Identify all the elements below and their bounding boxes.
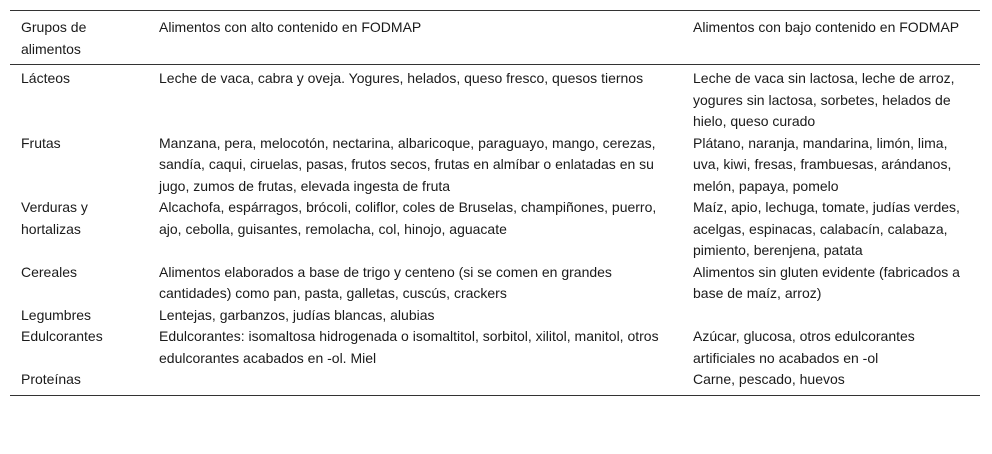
table-row <box>10 305 980 327</box>
cell-high-fodmap <box>148 369 682 395</box>
table-row <box>10 369 980 395</box>
cell-low-fodmap: Alimentos sin gluten evidente (fabricados a base de maíz, arroz) <box>693 263 960 301</box>
cell-low-fodmap: Maíz, apio, lechuga, tomate, judías verdes, acelgas, espinacas, calabacín, calabaza, pimiento, berenjena, patata <box>693 199 960 258</box>
table-row <box>10 326 980 369</box>
table-row <box>10 133 980 198</box>
cell-food-group: Proteínas <box>21 371 81 387</box>
cell-food-group: Lácteos <box>21 70 71 86</box>
cell-food-group: Verduras y hortalizas <box>21 199 88 237</box>
cell-low-fodmap <box>682 305 980 327</box>
table-header <box>10 11 980 65</box>
cell-high-fodmap: Lentejas, garbanzos, judías blancas, alubias <box>159 306 435 323</box>
cell-high-fodmap: Alimentos elaborados a base de trigo y centeno (si se comen en grandes cantidades) como pan, pasta, galletas, cuscús, crackers <box>159 263 612 301</box>
fodmap-table <box>10 10 980 396</box>
cell-food-group: Cereales <box>21 263 78 280</box>
header-high-fodmap: Alimentos con alto contenido en FODMAP <box>159 19 422 35</box>
cell-low-fodmap: Azúcar, glucosa, otros edulcorantes artificiales no acabados en -ol <box>693 328 915 366</box>
table-row <box>10 262 980 305</box>
cell-high-fodmap: Leche de vaca, cabra y oveja. Yogures, helados, queso fresco, quesos tiernos <box>159 70 644 86</box>
header-low-fodmap: Alimentos con bajo contenido en FODMAP <box>693 19 960 35</box>
cell-low-fodmap: Carne, pescado, huevos <box>693 371 845 387</box>
table-row <box>10 197 980 262</box>
cell-food-group: Legumbres <box>21 306 92 323</box>
header-food-group: Grupos de alimentos <box>21 19 87 57</box>
cell-high-fodmap: Alcachofa, espárragos, brócoli, coliflor, coles de Bruselas, champiñones, puerro, ajo, cebolla, guisantes, remolacha, col, hinojo, aguacate <box>159 199 657 237</box>
table-body <box>10 65 980 396</box>
fodmap-table-container <box>10 10 980 396</box>
table-row <box>10 65 980 133</box>
cell-low-fodmap: Plátano, naranja, mandarina, limón, lima, uva, kiwi, fresas, frambuesas, arándanos, melón, papaya, pomelo <box>693 134 952 194</box>
cell-food-group: Frutas <box>21 134 61 151</box>
cell-food-group: Edulcorantes <box>21 328 103 344</box>
cell-high-fodmap: Edulcorantes: isomaltosa hidrogenada o isomaltitol, sorbitol, xilitol, manitol, otros edulcorantes acabados en -ol. Miel <box>159 328 659 366</box>
cell-high-fodmap: Manzana, pera, melocotón, nectarina, albaricoque, paraguayo, mango, cerezas, sandía, caqui, ciruelas, pasas, frutos secos, frutas en almíbar o enlatadas en su jugo, zumos de frutas, elevada ingesta de fruta <box>159 134 656 194</box>
cell-low-fodmap: Leche de vaca sin lactosa, leche de arroz, yogures sin lactosa, sorbetes, helados de hielo, queso curado <box>693 70 955 129</box>
header-row <box>10 11 980 65</box>
